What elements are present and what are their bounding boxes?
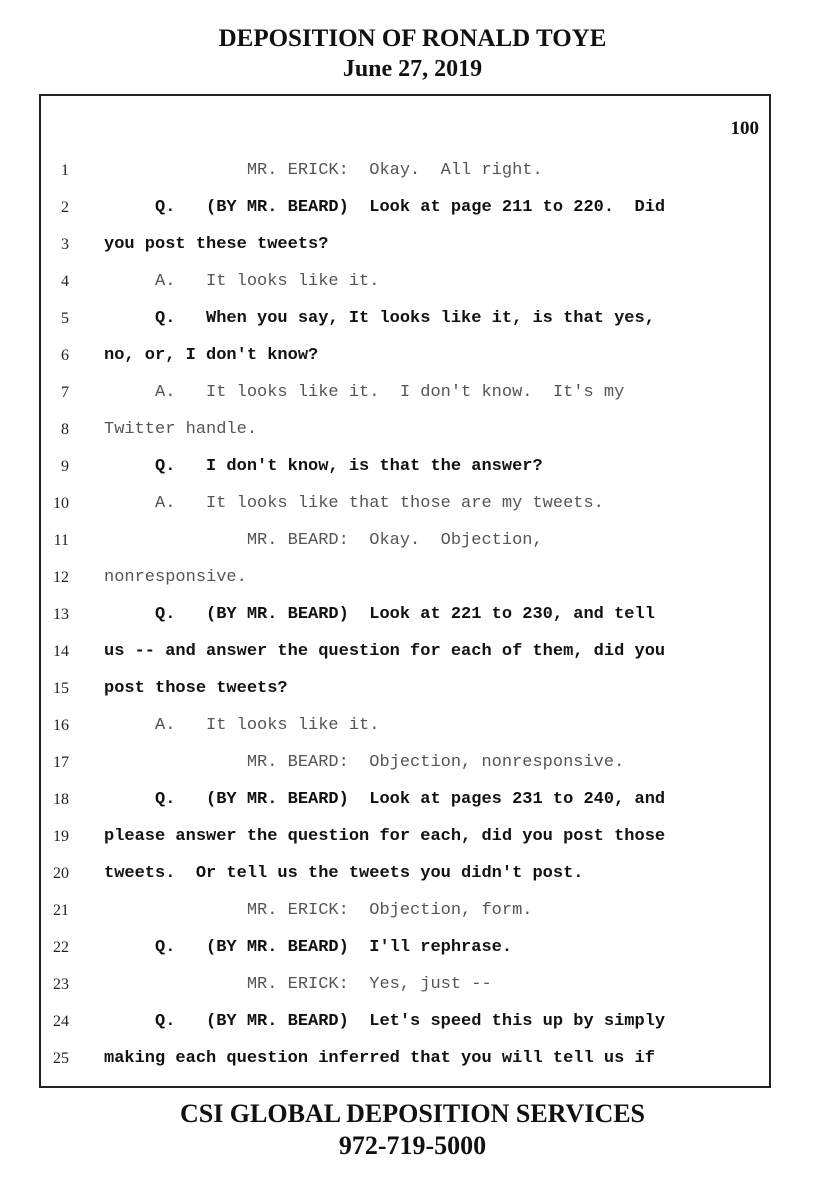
transcript-line [41,337,769,374]
line-number: 7 [61,384,69,401]
transcript-line [41,781,769,818]
transcript-line [41,929,769,966]
line-number: 9 [61,458,69,475]
transcript-line [41,189,769,226]
transcript-line [41,818,769,855]
line-number: 23 [53,976,69,993]
transcript-line [41,226,769,263]
deposition-title: DEPOSITION OF RONALD TOYE [218,25,607,52]
transcript-line [41,263,769,300]
line-number: 2 [61,199,69,216]
line-text: please answer the question for each, did you post those [104,827,666,846]
transcript-lines [41,152,769,1077]
transcript-line [41,300,769,337]
line-number: 1 [61,162,69,179]
line-text: MR. ERICK: Okay. All right. [104,161,543,180]
transcript-line [41,855,769,892]
line-text: Q. (BY MR. BEARD) I'll rephrase. [104,938,513,957]
transcript-frame [39,94,771,1088]
transcript-line [41,670,769,707]
line-number: 13 [53,606,69,623]
transcript-line [41,596,769,633]
line-text: MR. BEARD: Okay. Objection, [104,531,543,550]
transcript-line [41,485,769,522]
line-number: 8 [61,421,69,438]
transcript-line [41,633,769,670]
line-number: 3 [61,236,69,253]
line-text: Q. I don't know, is that the answer? [104,457,543,476]
line-text: Q. When you say, It looks like it, is that yes, [104,309,655,328]
transcript-line [41,411,769,448]
line-text: Twitter handle. [104,420,258,439]
transcript-line [41,522,769,559]
line-number: 5 [61,310,69,327]
transcript-line [41,744,769,781]
line-number: 10 [53,495,69,512]
line-text: no, or, I don't know? [104,346,319,365]
line-text: A. It looks like it. I don't know. It's my [104,383,625,402]
transcript-line [41,152,769,189]
line-text: us -- and answer the question for each of them, did you [104,642,666,661]
company-phone: 972-719-5000 [338,1131,487,1160]
transcript-line [41,448,769,485]
transcript-line [41,559,769,596]
line-text: you post these tweets? [104,235,329,254]
transcript-line [41,374,769,411]
line-number: 17 [53,754,69,771]
company-name: CSI GLOBAL DEPOSITION SERVICES [179,1099,646,1128]
deposition-date: June 27, 2019 [342,56,483,82]
line-number: 24 [53,1013,69,1030]
line-number: 20 [53,865,69,882]
line-text: MR. ERICK: Yes, just -- [104,975,492,994]
transcript-line [41,1003,769,1040]
page-header [0,24,825,84]
line-text: Q. (BY MR. BEARD) Look at pages 231 to 240, and [104,790,666,809]
line-text: A. It looks like it. [104,272,380,291]
line-text: tweets. Or tell us the tweets you didn't post. [104,864,584,883]
line-number: 18 [53,791,69,808]
line-text: Q. (BY MR. BEARD) Look at page 211 to 220. Did [104,198,666,217]
line-number: 21 [53,902,69,919]
line-text: making each question inferred that you will tell us if [104,1049,655,1068]
line-text: MR. ERICK: Objection, form. [104,901,533,920]
line-text: Q. (BY MR. BEARD) Look at 221 to 230, and tell [104,605,655,624]
line-number: 6 [61,347,69,364]
line-number: 4 [61,273,69,290]
line-number: 15 [53,680,69,697]
line-number: 25 [53,1050,69,1067]
line-number: 19 [53,828,69,845]
line-number: 12 [53,569,69,586]
transcript-line [41,892,769,929]
line-text: A. It looks like that those are my tweets. [104,494,604,513]
page-number: 100 [730,118,759,139]
line-text: Q. (BY MR. BEARD) Let's speed this up by simply [104,1012,666,1031]
page-footer [0,1098,825,1162]
line-text: post those tweets? [104,679,288,698]
line-text: A. It looks like it. [104,716,380,735]
transcript-line [41,1040,769,1077]
transcript-line [41,707,769,744]
line-number: 22 [53,939,69,956]
line-text: nonresponsive. [104,568,247,587]
line-number: 11 [53,532,69,549]
line-number: 16 [53,717,69,734]
line-text: MR. BEARD: Objection, nonresponsive. [104,753,625,772]
line-number: 14 [53,643,69,660]
transcript-line [41,966,769,1003]
